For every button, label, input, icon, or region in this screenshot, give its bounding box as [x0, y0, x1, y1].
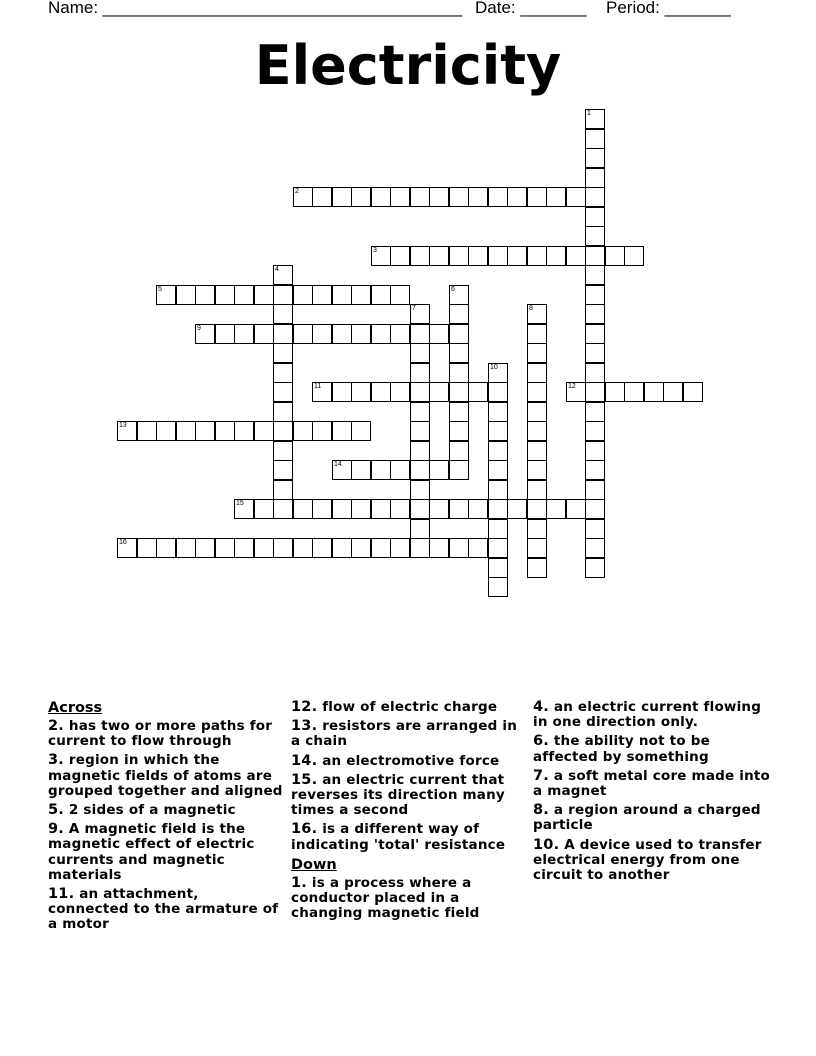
grid-cell[interactable] — [332, 382, 352, 402]
grid-cell[interactable] — [585, 343, 605, 363]
grid-cell[interactable] — [390, 285, 410, 305]
grid-cell[interactable] — [273, 441, 293, 461]
grid-cell[interactable] — [273, 265, 293, 285]
grid-cell[interactable] — [351, 460, 371, 480]
grid-cell[interactable] — [449, 460, 469, 480]
grid-cell[interactable] — [156, 421, 176, 441]
grid-cell[interactable] — [449, 187, 469, 207]
grid-cell[interactable] — [410, 519, 430, 539]
clue-number: 9 — [197, 325, 201, 332]
grid-cell[interactable] — [156, 285, 176, 305]
across-heading: Across — [48, 700, 103, 716]
grid-cell[interactable] — [449, 363, 469, 383]
grid-cell[interactable] — [371, 187, 391, 207]
grid-cell[interactable] — [390, 246, 410, 266]
grid-cell[interactable] — [449, 538, 469, 558]
grid-cell[interactable] — [585, 441, 605, 461]
clue-across-13: 13. resistors are arranged in a chain — [291, 718, 518, 750]
grid-cell[interactable] — [546, 187, 566, 207]
grid-cell[interactable] — [293, 285, 313, 305]
grid-cell[interactable] — [449, 304, 469, 324]
grid-cell[interactable] — [293, 421, 313, 441]
clue-down-7: 7. a soft metal core made into a magnet — [533, 767, 771, 800]
grid-cell[interactable] — [312, 187, 332, 207]
grid-cell[interactable] — [527, 187, 547, 207]
grid-cell[interactable] — [585, 480, 605, 500]
grid-cell[interactable] — [605, 246, 625, 266]
grid-cell[interactable] — [488, 382, 508, 402]
grid-cell[interactable] — [332, 421, 352, 441]
grid-cell[interactable] — [683, 382, 703, 402]
grid-cell[interactable] — [273, 480, 293, 500]
grid-cell[interactable] — [566, 382, 586, 402]
grid-cell[interactable] — [488, 421, 508, 441]
grid-cell[interactable] — [410, 538, 430, 558]
grid-cell[interactable] — [351, 187, 371, 207]
clue-across-12: 12. flow of electric charge — [291, 699, 498, 715]
grid-cell[interactable] — [527, 538, 547, 558]
grid-cell[interactable] — [371, 499, 391, 519]
grid-cell[interactable] — [390, 538, 410, 558]
grid-cell[interactable] — [312, 538, 332, 558]
grid-cell[interactable] — [527, 441, 547, 461]
grid-cell[interactable] — [351, 421, 371, 441]
grid-cell[interactable] — [410, 460, 430, 480]
grid-cell[interactable] — [585, 538, 605, 558]
grid-cell[interactable] — [585, 363, 605, 383]
clue-number: 15 — [236, 500, 244, 507]
grid-cell[interactable] — [312, 421, 332, 441]
grid-cell[interactable] — [390, 324, 410, 344]
clue-across-11: 11. an attachment, connected to the armature of a motor — [48, 886, 279, 933]
grid-cell[interactable] — [273, 460, 293, 480]
clues-column-3 — [533, 700, 773, 887]
grid-cell[interactable] — [527, 304, 547, 324]
grid-cell[interactable] — [527, 480, 547, 500]
grid-cell[interactable] — [527, 421, 547, 441]
clue-number: 8 — [529, 305, 533, 312]
grid-cell[interactable] — [585, 207, 605, 227]
grid-cell[interactable] — [137, 538, 157, 558]
clue-number: 4 — [275, 266, 279, 273]
grid-cell[interactable] — [371, 246, 391, 266]
grid-cell[interactable] — [410, 480, 430, 500]
grid-cell[interactable] — [117, 421, 137, 441]
grid-cell[interactable] — [273, 402, 293, 422]
grid-cell[interactable] — [351, 538, 371, 558]
grid-cell[interactable] — [449, 402, 469, 422]
grid-cell[interactable] — [410, 246, 430, 266]
grid-cell[interactable] — [585, 187, 605, 207]
grid-cell[interactable] — [390, 499, 410, 519]
grid-cell[interactable] — [527, 363, 547, 383]
grid-cell[interactable] — [585, 519, 605, 539]
grid-cell[interactable] — [527, 519, 547, 539]
grid-cell[interactable] — [332, 187, 352, 207]
clue-across-15: 15. an electric current that reverses its direction many times a second — [291, 771, 505, 819]
down-heading: Down — [291, 856, 337, 873]
grid-cell[interactable] — [488, 187, 508, 207]
grid-cell[interactable] — [527, 402, 547, 422]
grid-cell[interactable] — [527, 324, 547, 344]
grid-cell[interactable] — [234, 324, 254, 344]
clue-number: 14 — [334, 461, 342, 468]
grid-cell[interactable] — [273, 382, 293, 402]
grid-cell[interactable] — [585, 265, 605, 285]
grid-cell[interactable] — [507, 246, 527, 266]
period-field[interactable]: Period: _______ — [606, 0, 731, 17]
clue-number: 13 — [119, 422, 127, 429]
clue-number: 1 — [587, 110, 591, 117]
grid-cell[interactable] — [293, 538, 313, 558]
grid-cell[interactable] — [468, 382, 488, 402]
grid-cell[interactable] — [468, 499, 488, 519]
grid-cell[interactable] — [488, 480, 508, 500]
grid-cell[interactable] — [332, 460, 352, 480]
name-field[interactable]: Name: ______________________________________ — [48, 0, 463, 17]
grid-cell[interactable] — [410, 382, 430, 402]
grid-cell[interactable] — [312, 285, 332, 305]
clue-number: 11 — [314, 383, 322, 390]
clues-column-2 — [291, 700, 527, 925]
grid-cell[interactable] — [468, 187, 488, 207]
grid-cell[interactable] — [410, 402, 430, 422]
grid-cell[interactable] — [195, 324, 215, 344]
grid-cell[interactable] — [234, 499, 254, 519]
clue-across-2: 2. has two or more paths for current to flow through — [48, 718, 273, 750]
grid-cell[interactable] — [449, 499, 469, 519]
clues-column-1 — [48, 700, 284, 937]
grid-cell[interactable] — [488, 402, 508, 422]
grid-cell[interactable] — [351, 324, 371, 344]
grid-cell[interactable] — [468, 538, 488, 558]
grid-cell[interactable] — [371, 460, 391, 480]
grid-cell[interactable] — [527, 343, 547, 363]
grid-cell[interactable] — [117, 538, 137, 558]
grid-cell[interactable] — [449, 441, 469, 461]
grid-cell[interactable] — [585, 421, 605, 441]
clue-number: 12 — [568, 383, 576, 390]
grid-cell[interactable] — [429, 187, 449, 207]
grid-cell[interactable] — [351, 499, 371, 519]
grid-cell[interactable] — [273, 363, 293, 383]
grid-cell[interactable] — [566, 499, 586, 519]
clue-down-4: 4. an electric current flowing in one direction only. — [533, 699, 762, 731]
grid-cell[interactable] — [293, 187, 313, 207]
grid-cell[interactable] — [176, 421, 196, 441]
grid-cell[interactable] — [273, 343, 293, 363]
grid-cell[interactable] — [585, 148, 605, 168]
grid-cell[interactable] — [585, 460, 605, 480]
grid-cell[interactable] — [390, 187, 410, 207]
grid-cell[interactable] — [488, 538, 508, 558]
grid-cell[interactable] — [449, 382, 469, 402]
grid-cell[interactable] — [585, 324, 605, 344]
grid-cell[interactable] — [410, 441, 430, 461]
grid-cell[interactable] — [624, 382, 644, 402]
grid-cell[interactable] — [234, 538, 254, 558]
grid-cell[interactable] — [195, 538, 215, 558]
grid-cell[interactable] — [390, 460, 410, 480]
clue-down-6: 6. the ability not to be affected by something — [533, 733, 710, 765]
clue-number: 16 — [119, 539, 127, 546]
grid-cell[interactable] — [410, 324, 430, 344]
clue-down-8: 8. a region around a charged particle — [533, 802, 761, 834]
grid-cell[interactable] — [507, 187, 527, 207]
grid-cell[interactable] — [429, 324, 449, 344]
grid-cell[interactable] — [312, 324, 332, 344]
grid-cell[interactable] — [293, 324, 313, 344]
grid-cell[interactable] — [254, 324, 274, 344]
clue-number: 2 — [295, 188, 299, 195]
grid-cell[interactable] — [273, 499, 293, 519]
grid-cell[interactable] — [351, 382, 371, 402]
grid-cell[interactable] — [488, 577, 508, 597]
grid-cell[interactable] — [663, 382, 683, 402]
grid-cell[interactable] — [585, 109, 605, 129]
grid-cell[interactable] — [585, 304, 605, 324]
grid-cell[interactable] — [585, 246, 605, 266]
clue-across-16: 16. is a different way of indicating 'total' resistance — [291, 821, 506, 853]
grid-cell[interactable] — [312, 382, 332, 402]
grid-cell[interactable] — [234, 421, 254, 441]
grid-cell[interactable] — [351, 285, 371, 305]
grid-cell[interactable] — [410, 421, 430, 441]
grid-cell[interactable] — [176, 285, 196, 305]
grid-cell[interactable] — [254, 499, 274, 519]
grid-cell[interactable] — [332, 285, 352, 305]
grid-cell[interactable] — [215, 285, 235, 305]
grid-cell[interactable] — [527, 460, 547, 480]
grid-cell[interactable] — [273, 324, 293, 344]
clue-across-14: 14. an electromotive force — [291, 752, 500, 769]
grid-cell[interactable] — [527, 558, 547, 578]
grid-cell[interactable] — [410, 499, 430, 519]
grid-cell[interactable] — [546, 499, 566, 519]
clue-down-10: 10. A device used to transfer electrical energy from one circuit to another — [533, 836, 762, 884]
grid-cell[interactable] — [585, 285, 605, 305]
grid-cell[interactable] — [371, 324, 391, 344]
grid-cell[interactable] — [585, 129, 605, 149]
grid-cell[interactable] — [527, 382, 547, 402]
grid-cell[interactable] — [371, 382, 391, 402]
grid-cell[interactable] — [176, 538, 196, 558]
clue-across-9: 9. A magnetic field is the magnetic effect of electric currents and magnetic materials — [48, 821, 255, 883]
grid-cell[interactable] — [585, 558, 605, 578]
grid-cell[interactable] — [156, 538, 176, 558]
grid-cell[interactable] — [624, 246, 644, 266]
grid-cell[interactable] — [449, 285, 469, 305]
grid-cell[interactable] — [293, 499, 313, 519]
grid-cell[interactable] — [429, 499, 449, 519]
grid-cell[interactable] — [527, 499, 547, 519]
grid-cell[interactable] — [390, 382, 410, 402]
grid-cell[interactable] — [605, 382, 625, 402]
grid-cell[interactable] — [410, 187, 430, 207]
clue-number: 10 — [490, 364, 498, 371]
grid-cell[interactable] — [546, 246, 566, 266]
grid-cell[interactable] — [644, 382, 664, 402]
grid-cell[interactable] — [410, 363, 430, 383]
grid-cell[interactable] — [410, 343, 430, 363]
grid-cell[interactable] — [488, 441, 508, 461]
clue-down-1: 1. is a process where a conductor placed in a changing magnetic field — [291, 874, 480, 922]
page-title: Electricity — [254, 34, 562, 97]
grid-cell[interactable] — [488, 558, 508, 578]
grid-cell[interactable] — [468, 246, 488, 266]
grid-cell[interactable] — [410, 304, 430, 324]
grid-cell[interactable] — [585, 226, 605, 246]
grid-cell[interactable] — [449, 324, 469, 344]
grid-cell[interactable] — [527, 246, 547, 266]
grid-cell[interactable] — [488, 363, 508, 383]
grid-cell[interactable] — [429, 246, 449, 266]
grid-cell[interactable] — [273, 538, 293, 558]
grid-cell[interactable] — [273, 421, 293, 441]
grid-cell[interactable] — [507, 499, 527, 519]
grid-cell[interactable] — [254, 421, 274, 441]
grid-cell[interactable] — [273, 285, 293, 305]
grid-cell[interactable] — [488, 499, 508, 519]
grid-cell[interactable] — [137, 421, 157, 441]
clue-number: 7 — [412, 305, 416, 312]
date-field[interactable]: Date: _______ — [475, 0, 587, 17]
grid-cell[interactable] — [234, 285, 254, 305]
grid-cell[interactable] — [254, 285, 274, 305]
grid-cell[interactable] — [371, 285, 391, 305]
grid-cell[interactable] — [215, 538, 235, 558]
clue-across-3: 3. region in which the magnetic fields of atoms are grouped together and aligned — [48, 752, 283, 799]
grid-cell[interactable] — [332, 538, 352, 558]
grid-cell[interactable] — [312, 499, 332, 519]
grid-cell[interactable] — [195, 421, 215, 441]
grid-cell[interactable] — [488, 460, 508, 480]
grid-cell[interactable] — [195, 285, 215, 305]
grid-cell[interactable] — [488, 246, 508, 266]
grid-cell[interactable] — [215, 324, 235, 344]
clue-number: 6 — [451, 286, 455, 293]
grid-cell[interactable] — [488, 519, 508, 539]
grid-cell[interactable] — [585, 402, 605, 422]
grid-cell[interactable] — [371, 538, 391, 558]
grid-cell[interactable] — [566, 246, 586, 266]
grid-cell[interactable] — [585, 382, 605, 402]
grid-cell[interactable] — [449, 343, 469, 363]
grid-cell[interactable] — [332, 324, 352, 344]
grid-cell[interactable] — [585, 499, 605, 519]
clue-across-5: 5. 2 sides of a magnetic — [48, 802, 236, 819]
grid-cell[interactable] — [332, 499, 352, 519]
grid-cell[interactable] — [254, 538, 274, 558]
grid-cell[interactable] — [449, 421, 469, 441]
grid-cell[interactable] — [273, 304, 293, 324]
clue-number: 3 — [373, 247, 377, 254]
clue-number: 5 — [158, 286, 162, 293]
grid-cell[interactable] — [429, 460, 449, 480]
grid-cell[interactable] — [215, 421, 235, 441]
grid-cell[interactable] — [449, 246, 469, 266]
grid-cell[interactable] — [585, 168, 605, 188]
grid-cell[interactable] — [429, 538, 449, 558]
grid-cell[interactable] — [429, 382, 449, 402]
grid-cell[interactable] — [566, 187, 586, 207]
